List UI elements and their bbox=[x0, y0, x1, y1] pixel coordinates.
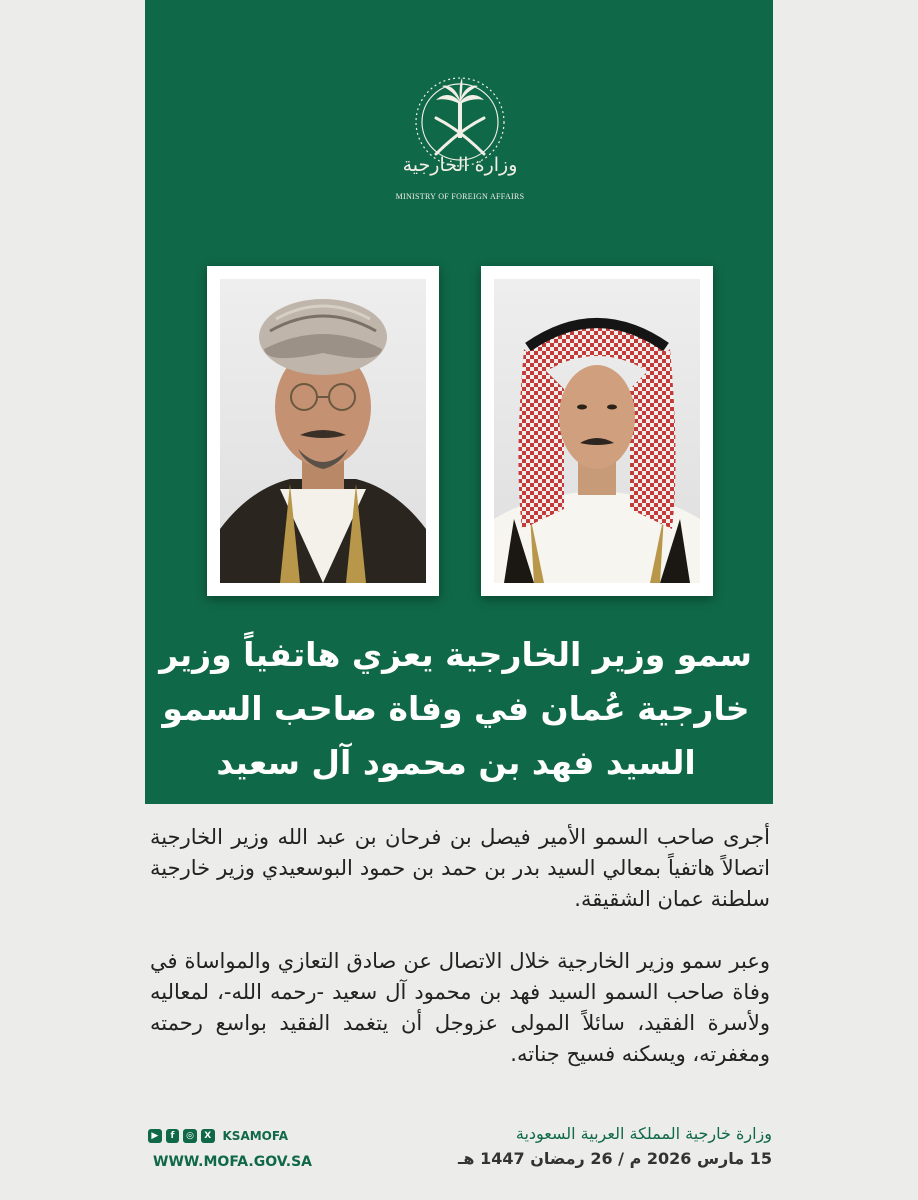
social-links bbox=[148, 1126, 288, 1146]
kingdom-ministry: وزارة خارجية المملكة العربية السعودية bbox=[515, 1124, 772, 1143]
instagram-icon[interactable]: ◎ bbox=[183, 1129, 197, 1143]
footer-social bbox=[148, 1126, 312, 1170]
paragraph-2: وعبر سمو وزير الخارجية خلال الاتصال عن صادق التعازي والمواساة في وفاة صاحب السمو السيد فهد بن محمود آل سعيد -رحمه الله-، لمعاليه ولأسرة الفقيد، سائلاً المولى عزوجل أن يتغمد الفقيد بواسع رحمته ومغفرته، ويسكنه فسيح جناته. bbox=[150, 949, 770, 1066]
ministry-name-ar: وزارة الخارجية bbox=[402, 154, 518, 176]
portrait-right bbox=[494, 279, 700, 583]
publish-date: 15 مارس 2026 م / 26 رمضان 1447 هـ bbox=[457, 1149, 772, 1168]
website-row[interactable] bbox=[148, 1154, 312, 1170]
ministry-name-en: MINISTRY OF FOREIGN AFFAIRS bbox=[395, 192, 525, 201]
x-icon[interactable]: X bbox=[201, 1129, 215, 1143]
footer-signature bbox=[450, 1124, 772, 1168]
photo-frame-left bbox=[207, 266, 439, 596]
headline-line-2: خارجية عُمان في وفاة صاحب السمو bbox=[162, 689, 750, 728]
paragraph-1: أجرى صاحب السمو الأمير فيصل بن فرحان بن عبد الله وزير الخارجية اتصالاً هاتفياً بمعالي السيد بدر بن حمد بن حمود البوسعيدي وزير خارجية سلطنة عمان الشقيقة. bbox=[150, 825, 770, 911]
social-handle[interactable]: KSAMOFA bbox=[222, 1129, 288, 1143]
facebook-icon[interactable]: f bbox=[166, 1129, 180, 1143]
headline-line-3: السيد فهد بن محمود آل سعيد bbox=[216, 743, 696, 782]
photo-frame-right bbox=[481, 266, 713, 596]
website-link[interactable]: WWW.MOFA.GOV.SA bbox=[153, 1154, 312, 1170]
headline bbox=[160, 628, 752, 790]
article-body bbox=[150, 822, 770, 1101]
portrait-left bbox=[220, 279, 426, 583]
headline-line-1: سمو وزير الخارجية يعزي هاتفياً وزير bbox=[159, 635, 752, 674]
youtube-icon[interactable]: ▶ bbox=[148, 1129, 162, 1143]
